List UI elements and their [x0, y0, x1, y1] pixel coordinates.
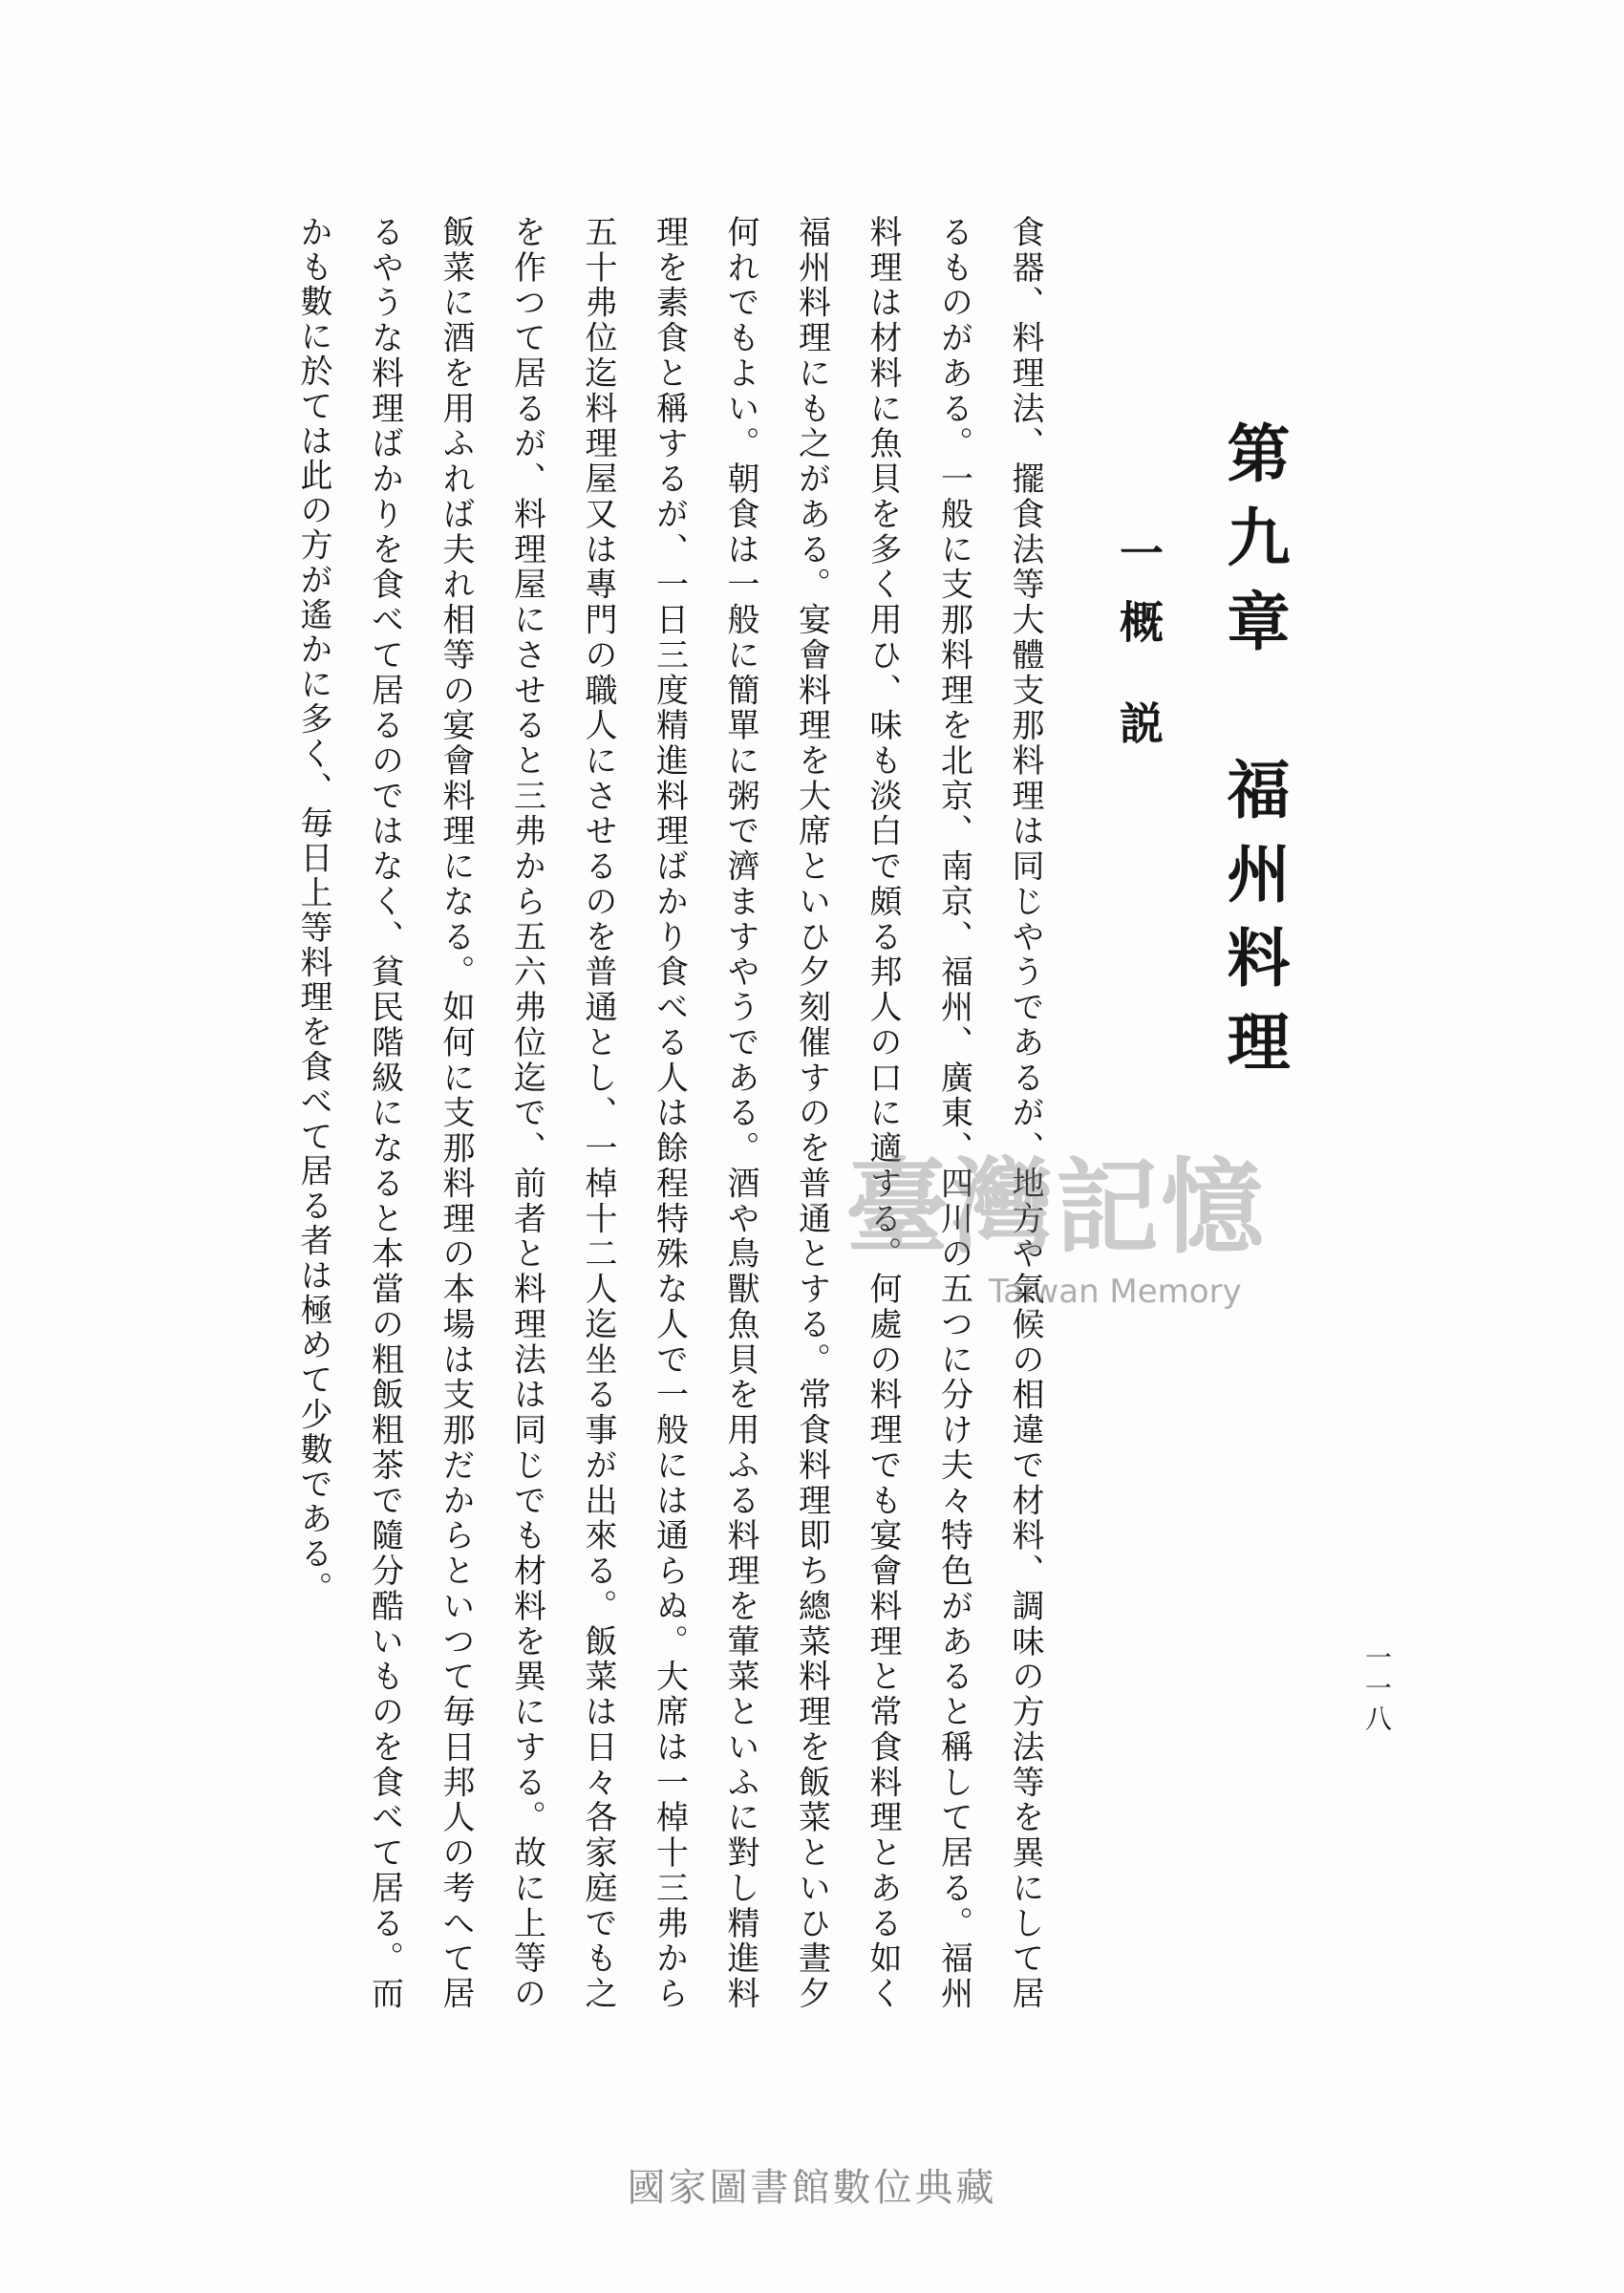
body-text: [278, 215, 1061, 2011]
section-title: 概説: [1113, 599, 1165, 802]
footer-credit: 國家圖書館數位典藏: [627, 2166, 997, 2210]
page-number: 一一八: [1361, 1643, 1393, 1735]
watermark-glyphs: 臺灣記憶: [845, 1147, 1267, 1268]
section-number: 一: [1113, 530, 1165, 574]
watermark-logo: [845, 1147, 1304, 1328]
chapter-title: 第九章 福州料理: [1216, 420, 1291, 1093]
watermark-english: Taiwan Memory: [989, 1273, 1242, 1311]
body-paragraph: 食器、料理法、擺食法等大體支那料理は同じやうであるが、地方や氣候の相違で材料、調味の方法等を異にして居るものがある。一般に支那料理を北京、南京、福州、廣東、四川の五つに分け夫々特色があると稱して居る。福州料理は材料に魚貝を多く用ひ、味も淡白で頗る邦人の口に適する。何處の料理でも宴會料理と常食料理とある如く福州料理にも之がある。宴會料理を大席といひ夕刻催すのを普通とする。常食料理即ち總菜料理を飯菜といひ晝夕何れでもよい。朝食は一般に簡單に粥で濟ますやうである。酒や鳥獸魚貝を用ふる料理を葷菜といふに對し精進料理を素食と稱するが、一日三度精進料理ばかり食べる人は餘程特殊な人で一般には通らぬ。大席は一棹十三弗から五十弗位迄料理屋又は專門の職人にさせるのを普通とし、一棹十二人迄坐る事が出來る。飯菜は日々各家庭でも之を作つて居るが、料理屋にさせると三弗から五六弗位迄で、前者と料理法は同じでも材料を異にする。故に上等の飯菜に酒を用ふれば夫れ相等の宴會料理になる。如何に支那料理の本場は支那だからといつて毎日邦人の考へて居るやうな料理ばかりを食べて居るのではなく、貧民階級になると本當の粗飯粗茶で隨分酷いものを食べて居る。而かも數に於ては此の方が遙かに多く、毎日上等料理を食べて居る者は極めて少數である。: [294, 215, 1044, 2011]
section-heading: [1113, 530, 1165, 802]
